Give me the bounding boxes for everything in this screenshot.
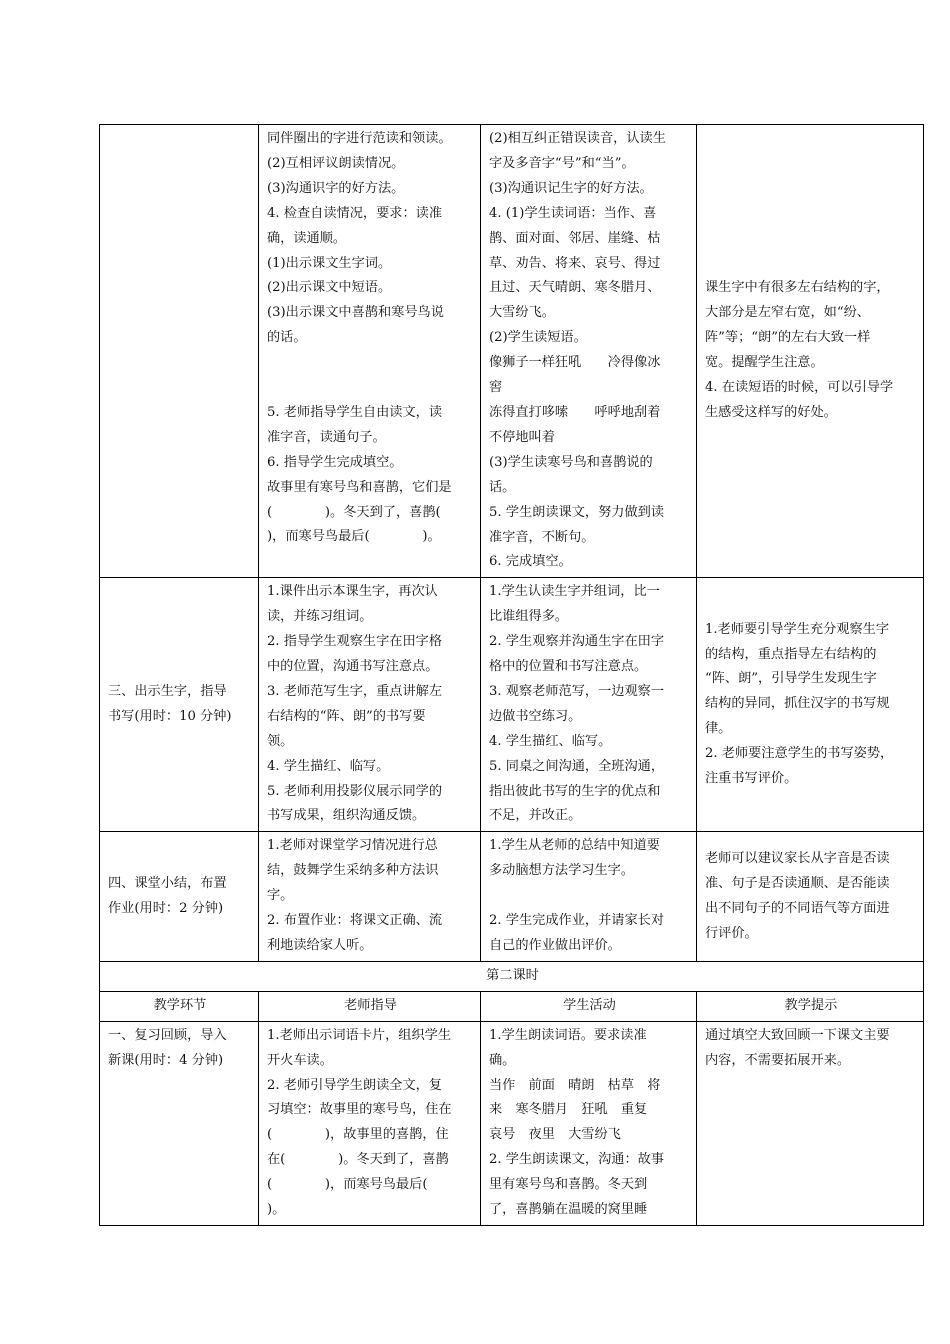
text-line: (3)沟通识记生字的好方法。 — [489, 180, 653, 196]
text-line: (3)学生读寒号鸟和喜鹊说的 — [489, 454, 653, 470]
text-line: 准、句子是否读通顺、是否能读 — [705, 875, 890, 891]
text-line: 结构的异同，抓住汉字的书写规 — [705, 696, 890, 712]
text-line: 出不同句子的不同语气等方面进 — [705, 900, 890, 916]
text-line: 结，鼓舞学生采纳多种方法识 — [267, 863, 439, 879]
text-line: 1.老师出示词语卡片，组织学生 — [267, 1027, 452, 1043]
text-line: 1.学生朗读词语。要求读准 — [489, 1027, 647, 1043]
stage-cell — [100, 832, 259, 962]
text-line: 3. 老师范写生字，重点讲解左 — [267, 683, 443, 699]
student-activity-cell — [481, 832, 697, 962]
stage-cell — [100, 125, 259, 578]
text-line: 窖 — [489, 380, 503, 396]
table-row — [100, 125, 924, 578]
text-line: 读，并练习组词。 — [267, 609, 373, 625]
text-line: 注重书写评价。 — [705, 771, 798, 787]
text-line: 同伴圈出的字进行范读和领读。 — [267, 131, 452, 146]
header-row — [100, 991, 924, 1021]
text-line: 4. (1)学生读词语：当作、喜 — [489, 205, 657, 221]
text-line: 了，喜鹊躺在温暖的窝里睡 — [489, 1202, 648, 1218]
text-line: 5. 老师利用投影仪展示同学的 — [267, 783, 443, 799]
text-line: 的结构，重点指导左右结构的 — [705, 646, 877, 662]
text-line: (2)学生读短语。 — [489, 330, 587, 346]
blank-line — [267, 376, 474, 401]
text-line: 4. 学生描红、临写。 — [267, 758, 390, 774]
blank-line — [489, 884, 690, 909]
text-line: 5. 老师指导学生自由读文，读 — [267, 404, 443, 420]
text-line: 确。 — [489, 1052, 516, 1068]
text-line: 开火车读。 — [267, 1052, 333, 1068]
text-line: 利地读给家人听。 — [267, 938, 373, 953]
text-line: 在( )。冬天到了，喜鹊 — [267, 1152, 449, 1168]
text-line: “阵、朗”，引导学生发现生字 — [705, 671, 877, 687]
text-line: 自己的作业做出评价。 — [489, 937, 621, 953]
text-line: 领。 — [267, 733, 294, 749]
teacher-guidance-cell — [259, 578, 481, 832]
text-line: 2. 学生完成作业，并请家长对 — [489, 913, 665, 929]
text-line: 3. 观察老师范写，一边观察一 — [489, 683, 665, 699]
text-line: 宽。提醒学生注意。 — [705, 355, 824, 371]
text-line: 右结构的“阵、朗”的书写要 — [267, 708, 426, 724]
header-student: 学生活动 — [481, 991, 697, 1021]
header-teacher: 老师指导 — [259, 991, 481, 1021]
blank-line — [267, 351, 474, 376]
text-line: 大雪纷飞。 — [489, 305, 555, 321]
text-line: 字。 — [267, 888, 294, 904]
text-line: 新课(用时：4 分钟) — [108, 1052, 224, 1068]
text-line: 2. 老师要注意学生的书写姿势， — [705, 746, 894, 762]
text-line: 指出彼此书写的生字的优点和 — [489, 783, 661, 799]
text-line: 习填空：故事里的寒号鸟，住在 — [267, 1102, 452, 1118]
text-line: 律。 — [705, 721, 732, 737]
text-line: 1.学生从老师的总结中知道要 — [489, 838, 660, 854]
text-line: 当作 前面 晴朗 枯草 将 — [489, 1077, 661, 1093]
text-line: (3)沟通识字的好方法。 — [267, 180, 405, 196]
table-row — [100, 578, 924, 832]
text-line: 4. 在读短语的时候，可以引导学 — [705, 380, 894, 396]
text-line: 阵”等；“朗”的左右大致一样 — [705, 330, 871, 346]
text-line: ( )，而寒号鸟最后( — [267, 1177, 428, 1193]
table-row — [100, 832, 924, 962]
text-line: 冻得直打哆嗦 呼呼地刮着 — [489, 404, 661, 420]
text-line: 确，读通顺。 — [267, 230, 347, 246]
text-line: 一、复习回顾，导入 — [108, 1027, 227, 1043]
text-line: 像狮子一样狂吼 冷得像冰 — [489, 355, 661, 371]
text-line: 中的位置，沟通书写注意点。 — [267, 659, 439, 675]
text-line: 1.老师对课堂学习情况进行总 — [267, 838, 438, 854]
text-line: 比谁组得多。 — [489, 609, 569, 625]
teacher-guidance-cell — [259, 1021, 481, 1225]
text-line: ( )，故事里的喜鹊，住 — [267, 1127, 449, 1143]
text-line: 作业(用时：2 分钟) — [108, 900, 224, 916]
header-stage: 教学环节 — [100, 991, 259, 1021]
text-line: 2. 指导学生观察生字在田字格 — [267, 634, 443, 650]
teacher-guidance-cell — [259, 832, 481, 962]
text-line: 故事里有寒号鸟和喜鹊，它们是 — [267, 479, 452, 495]
text-line: 2. 学生观察并沟通生字在田字 — [489, 634, 665, 650]
text-line: 通过填空大致回顾一下课文主要 — [705, 1027, 890, 1043]
text-line: (2)互相评议朗读情况。 — [267, 155, 405, 171]
text-line: 格中的位置和书写注意点。 — [489, 659, 648, 675]
stage-cell — [100, 1021, 259, 1225]
table-row — [100, 1021, 924, 1225]
text-line: (2)出示课文中短语。 — [267, 280, 392, 296]
text-line: 书写(用时：10 分钟) — [108, 708, 232, 724]
text-line: ( )。冬天到了，喜鹊( — [267, 504, 441, 520]
text-line: 多动脑想方法学习生字。 — [489, 863, 635, 879]
text-line: 准字音，不断句。 — [489, 529, 595, 545]
text-line: 1.老师要引导学生充分观察生字 — [705, 621, 890, 637]
text-line: 4. 学生描红、临写。 — [489, 733, 612, 749]
teaching-tips-cell — [697, 832, 924, 962]
text-line: 边做书空练习。 — [489, 708, 582, 724]
teaching-tips-cell — [697, 578, 924, 832]
text-line: 且过、天气晴朗、寒冬腊月、 — [489, 280, 661, 296]
text-line: 鹊、面对面、邻居、崖缝、枯 — [489, 230, 661, 246]
teacher-guidance-cell — [259, 125, 481, 578]
teaching-tips-cell — [697, 125, 924, 578]
text-line: (1)出示课文生字词。 — [267, 255, 392, 271]
text-line: 字及多音字“号”和“当”。 — [489, 155, 635, 171]
text-line: 大部分是左窄右宽，如“纷、 — [705, 305, 870, 321]
text-line: 5. 同桌之间沟通，全班沟通， — [489, 758, 665, 774]
text-line: 哀号 夜里 大雪纷飞 — [489, 1127, 621, 1143]
text-line: 4. 检查自读情况，要求：读准 — [267, 205, 443, 221]
text-line: 准字音，读通句子。 — [267, 429, 386, 445]
student-activity-cell — [481, 1021, 697, 1225]
text-line: )。 — [267, 1202, 286, 1218]
text-line: 来 寒冬腊月 狂吼 重复 — [489, 1102, 648, 1118]
student-activity-cell — [481, 578, 697, 832]
text-line: 话。 — [489, 479, 516, 495]
text-line: 1.学生认读生字并组词，比一 — [489, 584, 660, 600]
section-title-row — [100, 961, 924, 991]
text-line: )，而寒号鸟最后( )。 — [267, 529, 441, 545]
text-line: 不足，并改正。 — [489, 808, 582, 824]
text-line: 草、劝告、将来、哀号、得过 — [489, 255, 661, 271]
header-tips: 教学提示 — [697, 991, 924, 1021]
text-line: 2. 老师引导学生朗读全文，复 — [267, 1077, 443, 1093]
text-line: 2. 学生朗读课文，沟通：故事 — [489, 1152, 665, 1168]
text-line: 课生字中有很多左右结构的字， — [705, 280, 890, 296]
text-line: 老师可以建议家长从字音是否读 — [705, 850, 890, 866]
section-title: 第二课时 — [100, 961, 924, 991]
text-line: 5. 学生朗读课文，努力做到读 — [489, 504, 665, 520]
text-line: (3)出示课文中喜鹊和寒号鸟说 — [267, 305, 444, 321]
text-line: 1.课件出示本课生字，再次认 — [267, 584, 438, 600]
text-line: 不停地叫着 — [489, 429, 555, 445]
text-line: 里有寒号鸟和喜鹊。冬天到 — [489, 1177, 648, 1193]
text-line: 四、课堂小结，布置 — [108, 875, 227, 891]
lesson-plan-table — [99, 124, 924, 1226]
text-line: 三、出示生字，指导 — [108, 683, 227, 699]
text-line: 6. 完成填空。 — [489, 554, 572, 570]
student-activity-cell — [481, 125, 697, 578]
text-line: 生感受这样写的好处。 — [705, 404, 837, 420]
text-line: 内容，不需要拓展开来。 — [705, 1052, 851, 1068]
text-line: 书写成果，组织沟通反馈。 — [267, 808, 426, 824]
stage-cell — [100, 578, 259, 832]
text-line: 6. 指导学生完成填空。 — [267, 454, 403, 470]
text-line: 的话。 — [267, 330, 307, 346]
teaching-tips-cell — [697, 1021, 924, 1225]
text-line: 行评价。 — [705, 925, 758, 941]
text-line: (2)相互纠正错误读音，认读生 — [489, 131, 666, 146]
text-line: 2. 布置作业：将课文正确、流 — [267, 913, 443, 929]
